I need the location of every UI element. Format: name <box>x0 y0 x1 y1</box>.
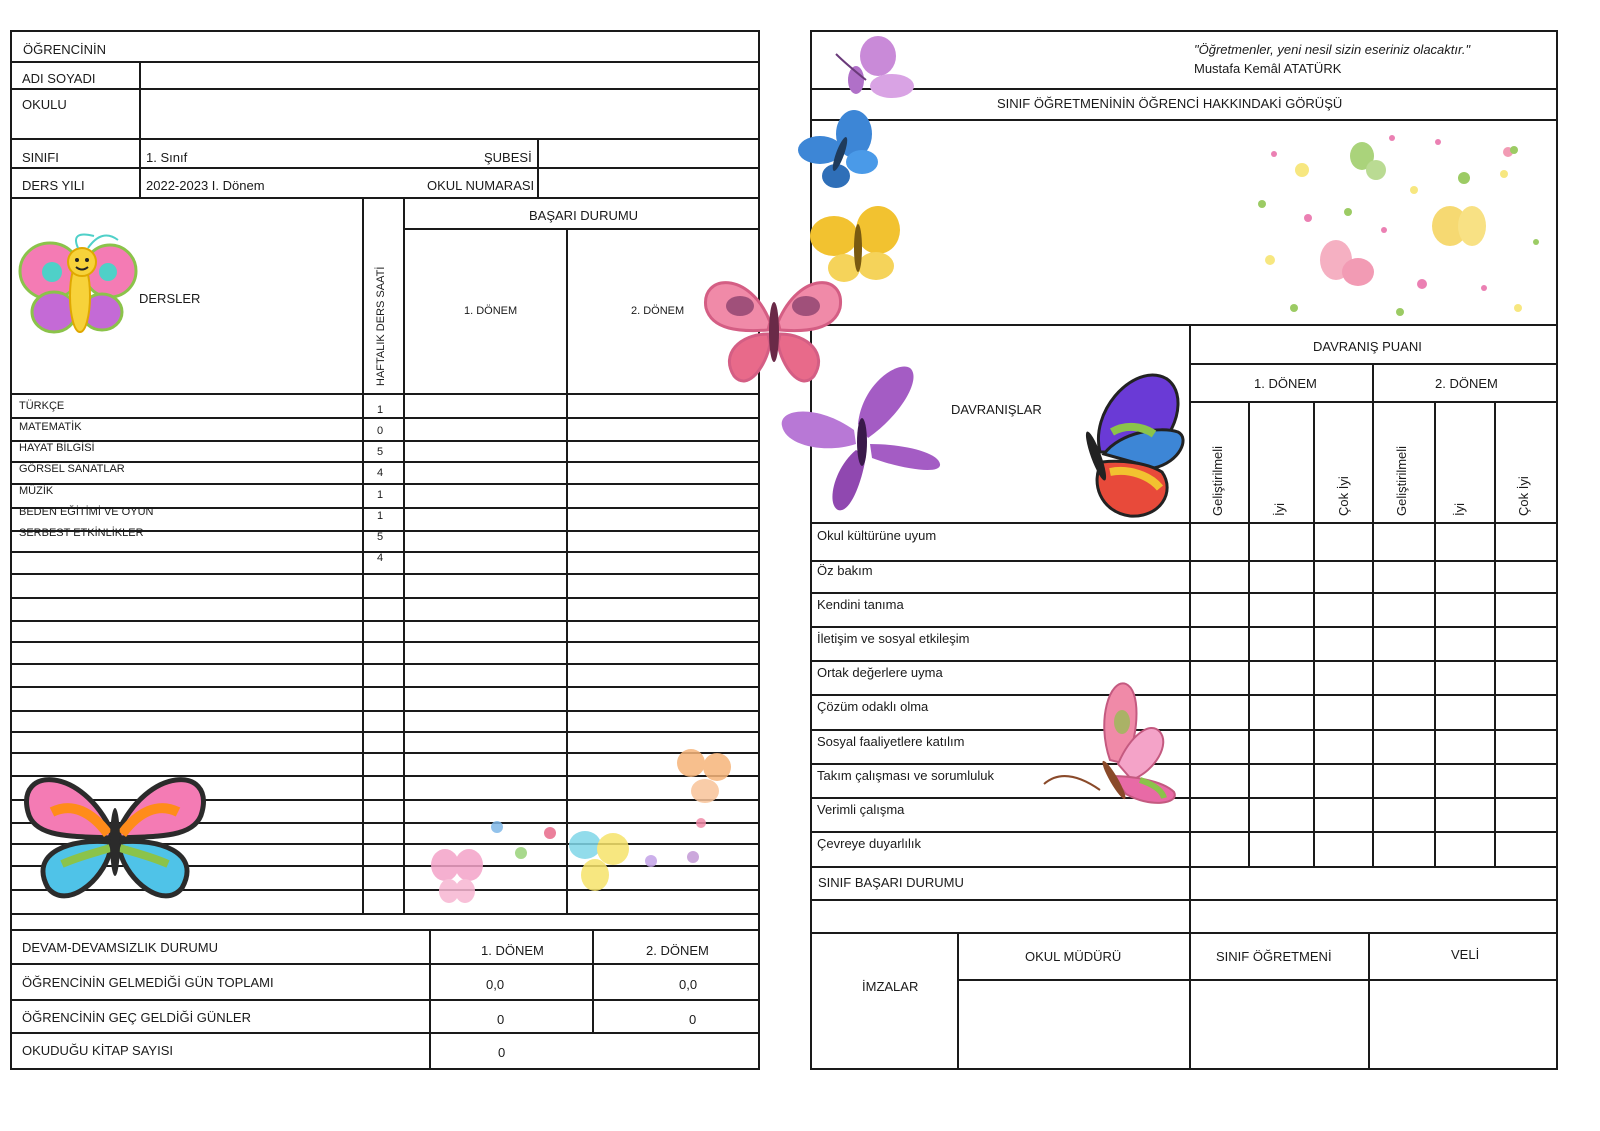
school-no-label: OKUL NUMARASI <box>427 178 535 193</box>
left-report-card <box>0 0 780 1131</box>
behaviour-row-line <box>810 729 1558 731</box>
course-name: TÜRKÇE <box>19 400 65 412</box>
blue-butterfly-icon <box>796 106 884 192</box>
grade-row-line <box>10 440 760 442</box>
grade-row-line <box>10 417 760 419</box>
course-hours: 1 <box>377 489 384 501</box>
class-label: SINIFI <box>22 150 59 165</box>
ataturk-quote: "Öğretmenler, yeni nesil sizin eseriniz olacaktır." <box>1194 42 1471 57</box>
grade-row-line <box>10 663 760 665</box>
behaviour-row-line <box>810 694 1558 696</box>
behaviour-label: Sosyal faaliyetlere katılım <box>817 734 965 749</box>
course-name: MÜZİK <box>19 485 54 497</box>
late-term1: 0 <box>497 1012 505 1027</box>
scale-t2-verygood: Çok İyi <box>1516 476 1531 516</box>
grade-row-line <box>10 710 760 712</box>
behaviour-label: Ortak değerlere uyma <box>817 665 943 680</box>
purple-butterfly-icon <box>826 34 918 104</box>
course-name: BEDEN EĞİTİMİ VE OYUN <box>19 506 154 518</box>
yellow-butterfly-icon <box>808 200 904 288</box>
behaviour-label: İletişim ve sosyal etkileşim <box>817 631 970 646</box>
grade-row-line <box>10 597 760 599</box>
course-hours: 0 <box>377 425 384 437</box>
grade-row-line <box>10 731 760 733</box>
scale-t2-improve: Geliştirilmeli <box>1394 445 1409 516</box>
course-hours: 4 <box>377 552 384 564</box>
grade-row-line <box>10 641 760 643</box>
class-value: 1. Sınıf <box>146 150 188 165</box>
behaviour-label: Öz bakım <box>817 563 873 578</box>
year-label: DERS YILI <box>22 178 85 193</box>
absent-term1: 0,0 <box>486 977 505 992</box>
course-hours: 4 <box>377 467 384 479</box>
behaviour-term2: 2. DÖNEM <box>1435 376 1498 391</box>
behaviour-score-title: DAVRANIŞ PUANI <box>1313 339 1422 354</box>
behaviour-label: Çözüm odaklı olma <box>817 699 929 714</box>
confetti-butterflies-icon <box>1250 126 1550 322</box>
term2-label: 2. DÖNEM <box>631 305 685 317</box>
grade-row-line <box>10 686 760 688</box>
branch-label: ŞUBESİ <box>484 150 532 165</box>
behaviour-label: Takım çalışması ve sorumluluk <box>817 768 994 783</box>
course-hours: 5 <box>377 531 384 543</box>
late-term2: 0 <box>689 1012 697 1027</box>
pastel-butterflies-icon <box>425 745 745 910</box>
cartoon-butterfly-icon <box>18 226 140 344</box>
school-label: OKULU <box>22 97 67 112</box>
behaviour-row-line <box>810 660 1558 662</box>
grade-row-line <box>10 483 760 485</box>
teacher-opinion-title: SINIF ÖĞRETMENİNİN ÖĞRENCİ HAKKINDAKİ GÖRÜŞÜ <box>997 96 1343 111</box>
term1-label: 1. DÖNEM <box>464 305 518 317</box>
scale-t1-verygood: Çok İyi <box>1336 476 1351 516</box>
scale-t2-good: İyi <box>1452 503 1467 516</box>
books-value: 0 <box>498 1045 506 1060</box>
weekly-hours-label: HAFTALIK DERS SAATİ <box>375 266 387 386</box>
parent-label: VELİ <box>1451 947 1480 962</box>
grade-row-line <box>10 551 760 553</box>
course-name: GÖRSEL SANATLAR <box>19 463 125 475</box>
behaviour-row-line <box>810 763 1558 765</box>
teacher-label: SINIF ÖĞRETMENİ <box>1216 949 1332 964</box>
success-label: BAŞARI DURUMU <box>529 208 639 223</box>
course-name: HAYAT BİLGİSİ <box>19 442 95 454</box>
year-value: 2022-2023 I. Dönem <box>146 178 265 193</box>
attendance-term2: 2. DÖNEM <box>646 943 709 958</box>
behaviour-row-line <box>810 831 1558 833</box>
grade-row-line <box>10 573 760 575</box>
behaviour-label: Verimli çalışma <box>817 802 905 817</box>
course-hours: 1 <box>377 510 384 522</box>
behaviour-label: Çevreye duyarlılık <box>817 836 922 851</box>
signatures-label: İMZALAR <box>862 979 919 994</box>
quote-author: Mustafa Kemâl ATATÜRK <box>1194 61 1342 76</box>
behaviour-label: Okul kültürüne uyum <box>817 528 937 543</box>
watercolor-butterfly-icon <box>1040 680 1180 818</box>
course-name: MATEMATİK <box>19 421 82 433</box>
scale-t1-good: İyi <box>1272 503 1287 516</box>
absent-term2: 0,0 <box>679 977 698 992</box>
behaviour-row-line <box>810 797 1558 799</box>
rainbow-butterfly-2-icon <box>1050 372 1190 518</box>
absent-label: ÖĞRENCİNİN GELMEDİĞİ GÜN TOPLAMI <box>22 975 274 990</box>
behaviour-term1: 1. DÖNEM <box>1254 376 1317 391</box>
behaviours-label: DAVRANIŞLAR <box>951 402 1042 417</box>
behaviour-label: Kendini tanıma <box>817 597 904 612</box>
course-name: SERBEST ETKİNLİKLER <box>19 527 144 539</box>
course-hours: 5 <box>377 446 384 458</box>
name-label: ADI SOYADI <box>22 71 96 86</box>
attendance-term1: 1. DÖNEM <box>481 943 544 958</box>
violet-butterfly-icon <box>778 364 946 514</box>
student-header: ÖĞRENCİNİN <box>23 42 107 57</box>
courses-label: DERSLER <box>139 291 201 306</box>
behaviour-row-line <box>810 592 1558 594</box>
principal-label: OKUL MÜDÜRÜ <box>1025 949 1122 964</box>
behaviour-row-line <box>810 560 1558 562</box>
books-label: OKUDUĞU KİTAP SAYISI <box>22 1043 173 1058</box>
rainbow-butterfly-icon <box>22 772 208 906</box>
late-label: ÖĞRENCİNİN GEÇ GELDİĞİ GÜNLER <box>22 1010 251 1025</box>
behaviour-row-line <box>810 626 1558 628</box>
attendance-title: DEVAM-DEVAMSIZLIK DURUMU <box>22 940 218 955</box>
class-success-label: SINIF BAŞARI DURUMU <box>818 875 964 890</box>
grade-row-line <box>10 620 760 622</box>
scale-t1-improve: Geliştirilmeli <box>1210 445 1225 516</box>
course-hours: 1 <box>377 404 384 416</box>
